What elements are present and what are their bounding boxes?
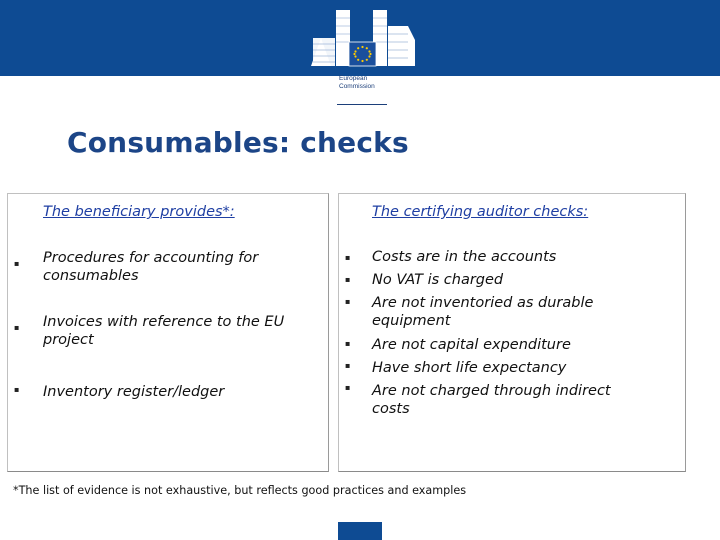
list-item: Have short life expectancy	[372, 360, 567, 376]
list-item: Costs are in the accounts	[372, 249, 557, 265]
footer-bar	[338, 522, 382, 540]
list-item: Are not inventoried as durable equipment	[372, 295, 594, 329]
list-item: Procedures for accounting for consumables	[43, 250, 259, 284]
list-item: Invoices with reference to the EU project	[43, 314, 285, 348]
bullet-icon: ▪	[345, 383, 351, 392]
bullet-icon: ▪	[345, 275, 351, 284]
list-item: Inventory register/ledger	[43, 384, 225, 400]
bullet-icon: ▪	[14, 323, 20, 332]
logo-line-2: Commission	[339, 82, 375, 90]
beneficiary-panel	[7, 193, 329, 472]
page-title: Consumables: checks	[67, 126, 409, 159]
european-commission-logo	[307, 8, 417, 100]
auditor-panel	[338, 193, 686, 472]
footnote: *The list of evidence is not exhaustive, but reflects good practices and examples	[13, 484, 467, 497]
list-item: Are not charged through indirect costs	[372, 383, 611, 417]
eu-flag-icon	[349, 42, 376, 66]
bullet-icon: ▪	[345, 361, 351, 370]
bullet-icon: ▪	[345, 297, 351, 306]
list-item: No VAT is charged	[372, 272, 504, 288]
logo-line-1: European	[339, 75, 368, 82]
auditor-heading: The certifying auditor checks:	[372, 204, 589, 220]
bullet-icon: ▪	[14, 259, 20, 268]
bullet-icon: ▪	[345, 339, 351, 348]
beneficiary-heading: The beneficiary provides*:	[43, 204, 235, 220]
bullet-icon: ▪	[345, 253, 351, 262]
logo-underline	[337, 104, 387, 105]
logo-wordmark	[339, 75, 375, 90]
list-item: Are not capital expenditure	[372, 337, 571, 353]
bullet-icon: ▪	[14, 385, 20, 394]
